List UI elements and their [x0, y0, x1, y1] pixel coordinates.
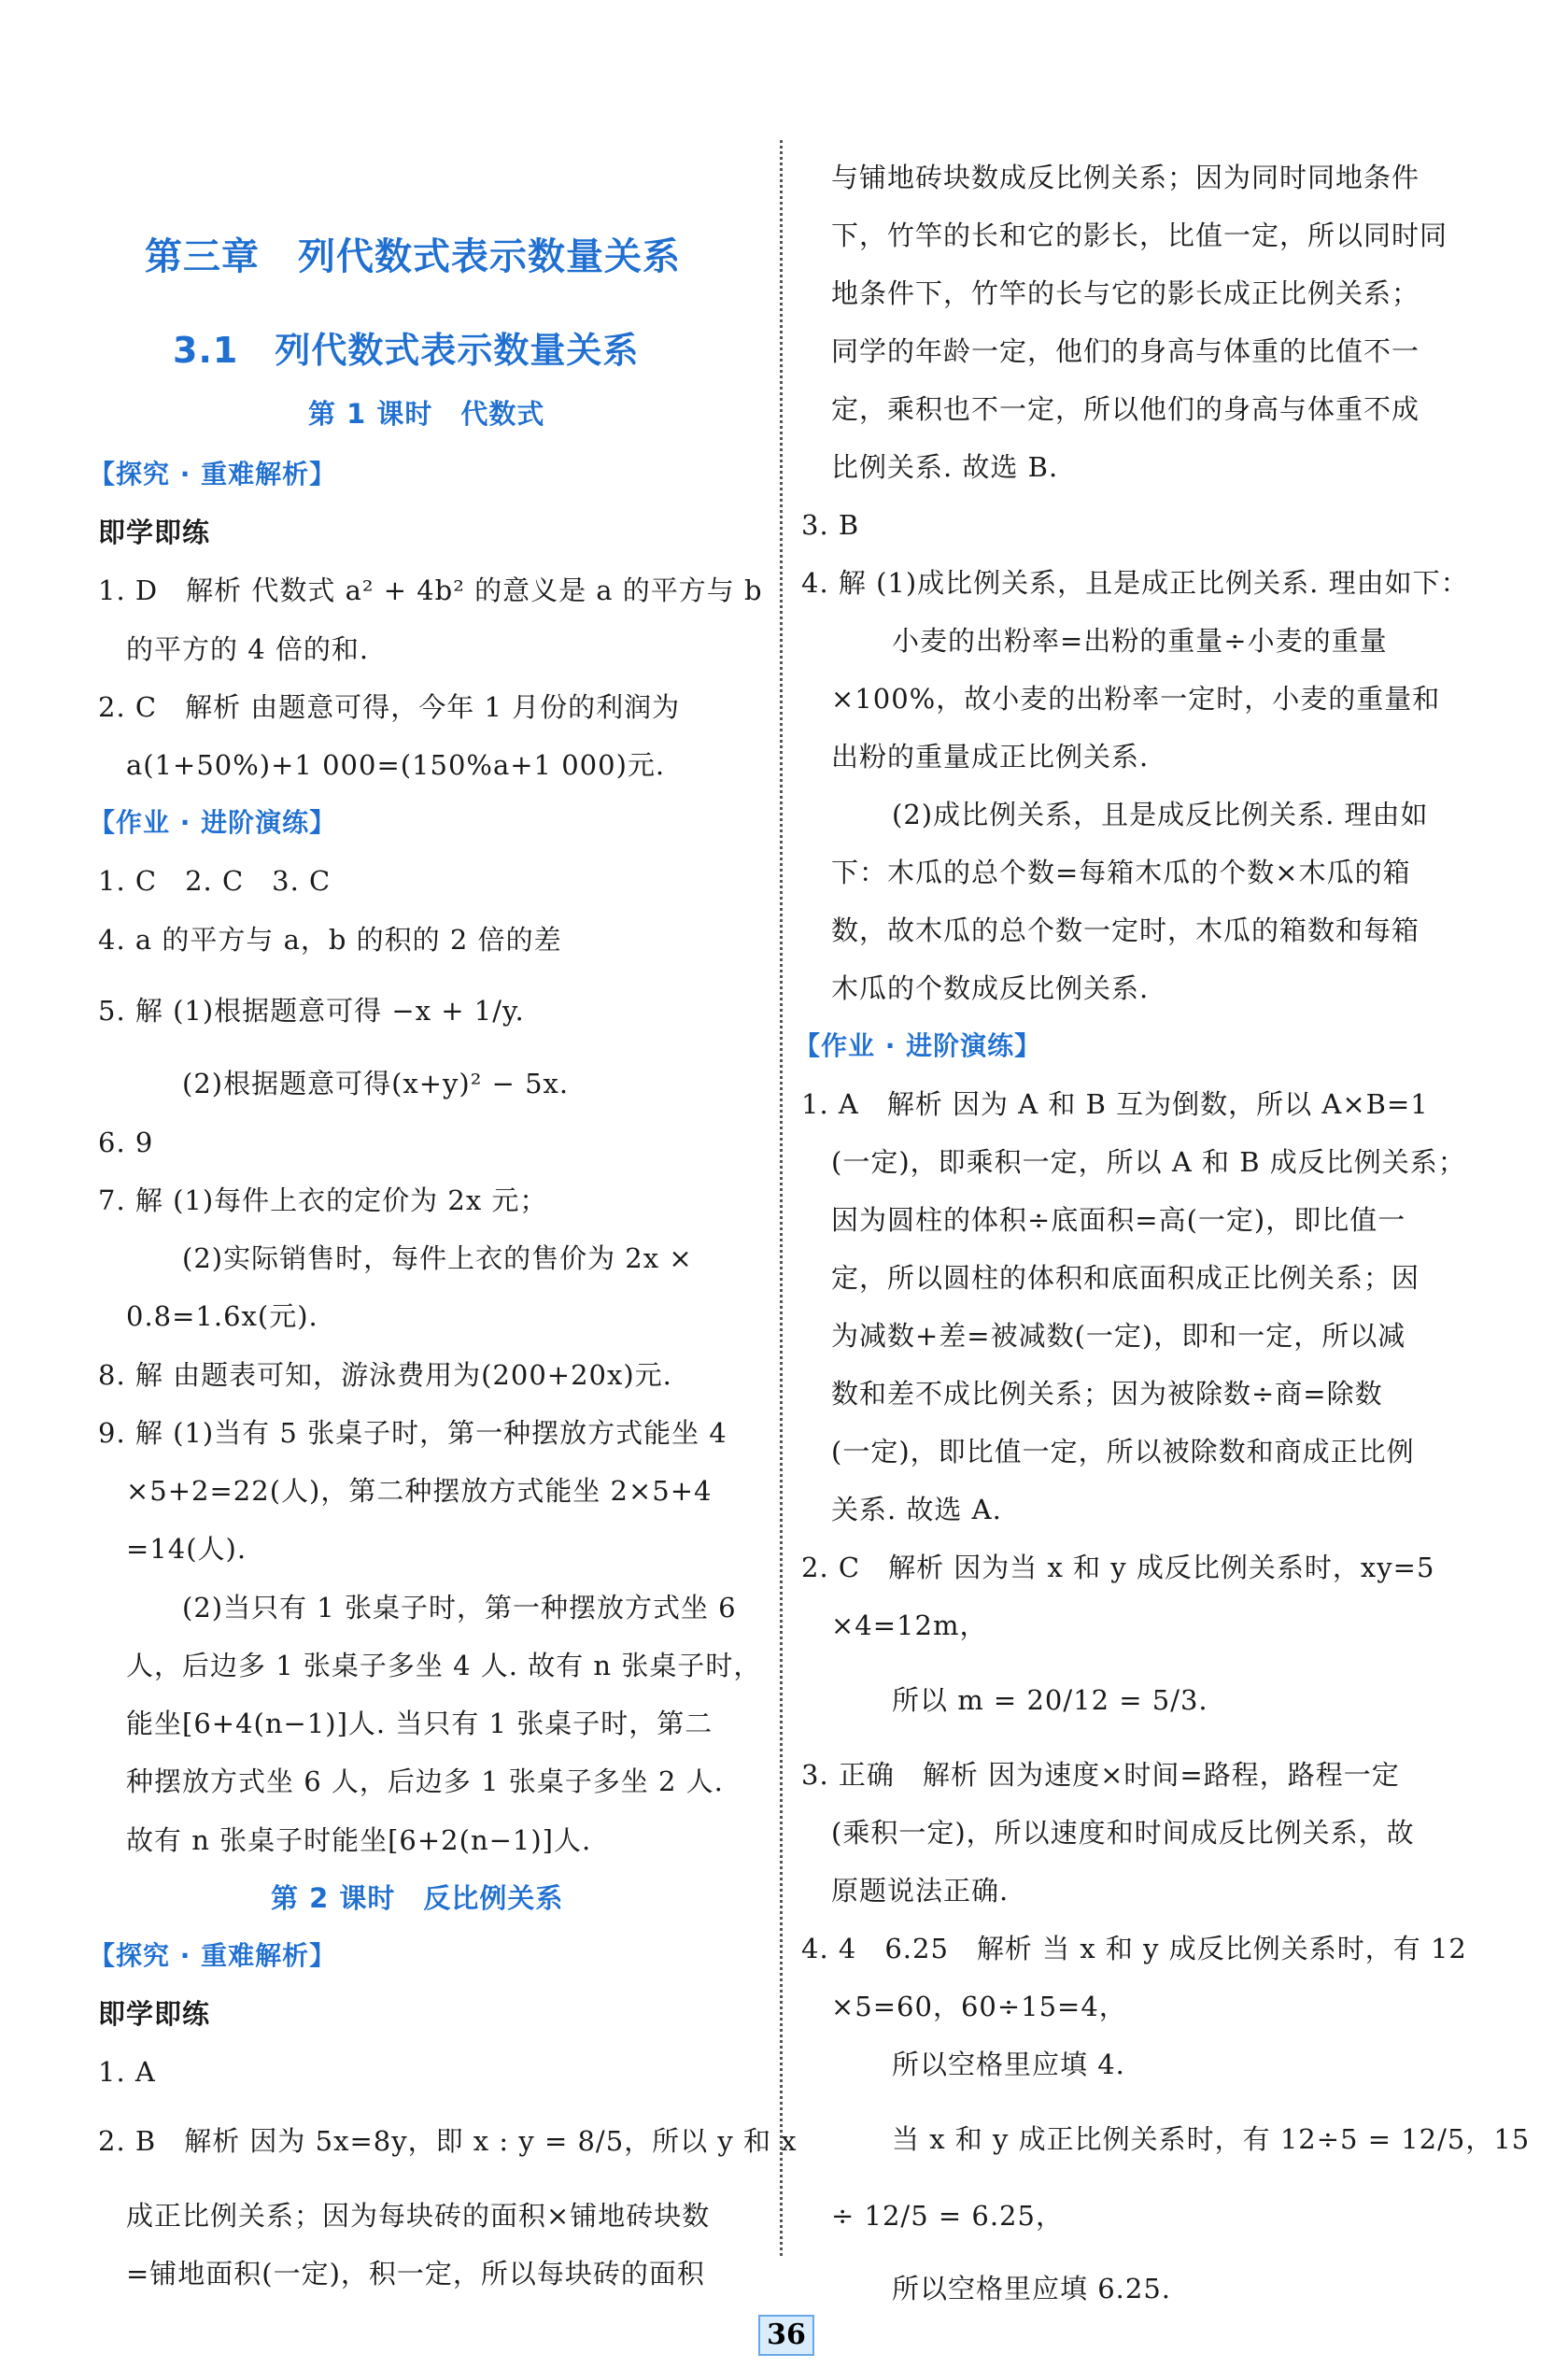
left-text-line: 【作业 · 进阶演练】	[89, 807, 337, 838]
left-text-line: (2)实际销售时，每件上衣的售价为 2x ×	[182, 1242, 693, 1274]
left-text-line: 种摆放方式坐 6 人，后边多 1 张桌子多坐 2 人.	[126, 1765, 724, 1797]
left-text-line: 8. 解 由题表可知，游泳费用为(200+20x)元.	[98, 1359, 672, 1391]
right-text-line: 定，所以圆柱的体积和底面积成正比例关系；因	[831, 1262, 1420, 1294]
left-text-line: 5. 解 (1)根据题意可得 −x + 1/y.	[98, 995, 525, 1027]
right-text-line: 与铺地砖块数成反比例关系；因为同时同地条件	[831, 162, 1420, 193]
left-text-line: 即学即练	[98, 1998, 211, 2030]
right-text-line: 2. C 解析 因为当 x 和 y 成反比例关系时，xy=5	[801, 1552, 1435, 1583]
left-text-line: 1. C 2. C 3. C	[98, 865, 332, 897]
page-number: 36	[758, 2315, 814, 2356]
right-text-line: 所以空格里应填 6.25.	[892, 2273, 1172, 2304]
right-text-line: 3. B	[801, 509, 860, 541]
left-text-line: 9. 解 (1)当有 5 张桌子时，第一种摆放方式能坐 4	[98, 1417, 727, 1449]
left-text-line: =14(人).	[126, 1533, 247, 1565]
left-text-line: 【探究 · 重难解析】	[89, 1940, 337, 1971]
right-text-line: 下：木瓜的总个数=每箱木瓜的个数×木瓜的箱	[831, 857, 1411, 888]
right-text-line: 【作业 · 进阶演练】	[794, 1030, 1042, 1061]
chapter-title: 第三章 列代数式表示数量关系	[145, 235, 681, 278]
right-text-line: 1. A 解析 因为 A 和 B 互为倒数，所以 A×B=1	[801, 1088, 1429, 1120]
left-text-line: 【探究 · 重难解析】	[89, 459, 337, 489]
left-text-line: 成正比例关系；因为每块砖的面积×铺地砖块数	[126, 2200, 711, 2232]
column-divider	[780, 140, 783, 2256]
section-title: 3.1 列代数式表示数量关系	[173, 330, 640, 371]
right-text-line: 地条件下，竹竿的长与它的影长成正比例关系；	[831, 277, 1420, 309]
right-text-line: 3. 正确 解析 因为速度×时间=路程，路程一定	[801, 1759, 1400, 1791]
right-text-line: (一定)，即乘积一定，所以 A 和 B 成反比例关系；	[831, 1146, 1466, 1178]
left-text-line: a(1+50%)+1 000=(150%a+1 000)元.	[126, 749, 666, 781]
right-text-line: 所以空格里应填 4.	[892, 2049, 1125, 2080]
right-text-line: 4. 4 6.25 解析 当 x 和 y 成反比例关系时，有 12	[801, 1933, 1467, 1964]
left-text-line: =铺地面积(一定)，积一定，所以每块砖的面积	[126, 2258, 705, 2290]
right-text-line: 木瓜的个数成反比例关系.	[831, 972, 1150, 1004]
right-text-line: 当 x 和 y 成正比例关系时，有 12÷5 = 12/5，15	[892, 2123, 1531, 2155]
right-text-line: 数，故木瓜的总个数一定时，木瓜的箱数和每箱	[831, 915, 1420, 946]
right-text-line: 关系. 故选 A.	[831, 1494, 1002, 1525]
right-text-line: 比例关系. 故选 B.	[831, 451, 1059, 483]
right-text-line: ×5=60，60÷15=4，	[831, 1991, 1127, 2022]
left-text-line: 第 1 课时 代数式	[308, 398, 545, 430]
right-text-line: 定，乘积也不一定，所以他们的身高与体重不成	[831, 393, 1420, 425]
right-text-line: ÷ 12/5 = 6.25，	[831, 2200, 1064, 2232]
left-text-line: (2)当只有 1 张桌子时，第一种摆放方式坐 6	[182, 1592, 737, 1624]
left-text-line: 0.8=1.6x(元).	[126, 1300, 318, 1332]
right-text-line: 4. 解 (1)成比例关系，且是成正比例关系. 理由如下：	[801, 567, 1469, 599]
left-text-line: 2. C 解析 由题意可得，今年 1 月份的利润为	[98, 691, 681, 723]
right-text-line: 同学的年龄一定，他们的身高与体重的比值不一	[831, 335, 1420, 367]
left-text-line: 1. D 解析 代数式 a² + 4b² 的意义是 a 的平方与 b	[98, 574, 763, 606]
left-text-line: 即学即练	[98, 517, 211, 548]
right-text-line: (一定)，即比值一定，所以被除数和商成正比例	[831, 1436, 1415, 1468]
right-text-line: 为减数+差=被减数(一定)，即和一定，所以减	[831, 1320, 1406, 1352]
left-text-line: (2)根据题意可得(x+y)² − 5x.	[182, 1068, 570, 1099]
left-text-line: 6. 9	[98, 1127, 154, 1158]
left-text-line: 1. A	[98, 2056, 156, 2088]
right-text-line: 下，竹竿的长和它的影长，比值一定，所以同时同	[831, 220, 1448, 251]
left-text-line: 的平方的 4 倍的和.	[126, 633, 370, 665]
left-text-line: 故有 n 张桌子时能坐[6+2(n−1)]人.	[126, 1824, 592, 1856]
right-text-line: (2)成比例关系，且是成反比例关系. 理由如	[892, 799, 1429, 830]
left-text-line: 4. a 的平方与 a，b 的积的 2 倍的差	[98, 924, 562, 956]
right-text-line: (乘积一定)，所以速度和时间成反比例关系，故	[831, 1817, 1415, 1849]
right-text-line: 所以 m = 20/12 = 5/3.	[892, 1684, 1208, 1716]
left-text-line: ×5+2=22(人)，第二种摆放方式能坐 2×5+4	[126, 1475, 713, 1507]
right-text-line: 原题说法正确.	[831, 1875, 1010, 1907]
right-text-line: 小麦的出粉率=出粉的重量÷小麦的重量	[892, 625, 1388, 657]
right-text-line: ×100%，故小麦的出粉率一定时，小麦的重量和	[831, 683, 1441, 715]
left-text-line: 2. B 解析 因为 5x=8y，即 x : y = 8/5，所以 y 和 x	[98, 2125, 798, 2157]
right-text-line: ×4=12m，	[831, 1609, 988, 1641]
right-text-line: 数和差不成比例关系；因为被除数÷商=除数	[831, 1378, 1383, 1410]
left-text-line: 人，后边多 1 张桌子多坐 4 人. 故有 n 张桌子时，	[126, 1650, 762, 1681]
left-text-line: 第 2 课时 反比例关系	[271, 1882, 564, 1914]
left-text-line: 7. 解 (1)每件上衣的定价为 2x 元；	[98, 1184, 548, 1216]
right-text-line: 因为圆柱的体积÷底面积=高(一定)，即比值一	[831, 1204, 1406, 1236]
left-text-line: 能坐[6+4(n−1)]人. 当只有 1 张桌子时，第二	[126, 1708, 713, 1739]
right-text-line: 出粉的重量成正比例关系.	[831, 741, 1150, 773]
